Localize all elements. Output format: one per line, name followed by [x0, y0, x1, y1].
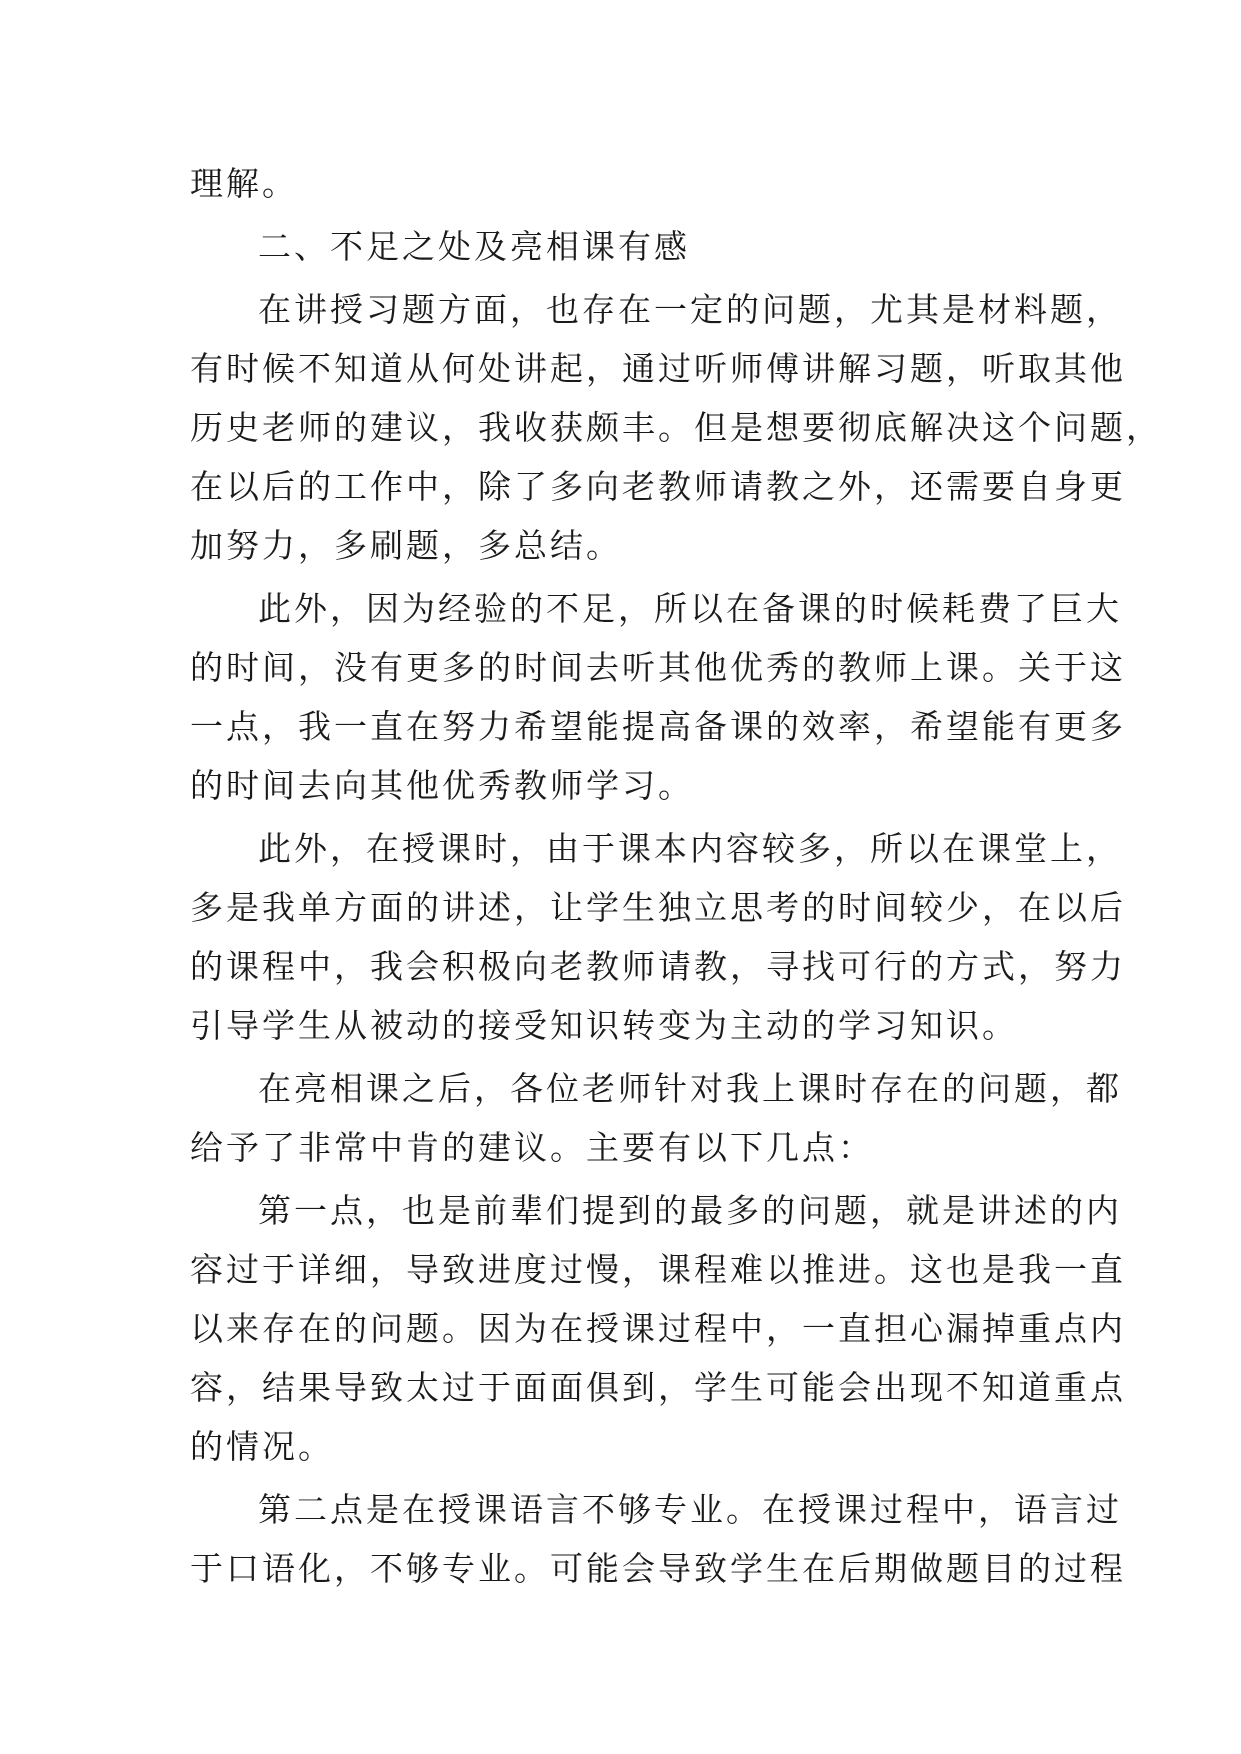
- text-line: 给予了非常中肯的建议。主要有以下几点：: [190, 1128, 874, 1167]
- text-line: 在讲授习题方面，也存在一定的问题，尤其是材料题，: [258, 290, 1122, 329]
- text-line: 第一点，也是前辈们提到的最多的问题，就是讲述的内: [258, 1191, 1122, 1230]
- text-line: 有时候不知道从何处讲起，通过听师傅讲解习题，听取其他: [190, 349, 1126, 388]
- text-line: 历史老师的建议，我收获颇丰。但是想要彻底解决这个问题，: [190, 408, 1162, 447]
- text-line: 二、不足之处及亮相课有感: [258, 227, 690, 266]
- text-line: 的课程中，我会积极向老教师请教，寻找可行的方式，努力: [190, 947, 1126, 986]
- text-line: 于口语化，不够专业。可能会导致学生在后期做题目的过程: [190, 1549, 1126, 1588]
- text-line: 理解。: [190, 164, 298, 203]
- text-line: 多是我单方面的讲述，让学生独立思考的时间较少，在以后: [190, 888, 1126, 927]
- text-line: 容，结果导致太过于面面俱到，学生可能会出现不知道重点: [190, 1368, 1126, 1407]
- text-line: 一点，我一直在努力希望能提高备课的效率，希望能有更多: [190, 707, 1126, 746]
- text-line: 此外，因为经验的不足，所以在备课的时候耗费了巨大: [258, 589, 1122, 628]
- text-line: 以来存在的问题。因为在授课过程中，一直担心漏掉重点内: [190, 1309, 1126, 1348]
- document-body: [190, 154, 1162, 1598]
- text-line: 的情况。: [190, 1427, 334, 1466]
- text-line: 此外，在授课时，由于课本内容较多，所以在课堂上，: [258, 829, 1122, 868]
- text-line: 的时间，没有更多的时间去听其他优秀的教师上课。关于这: [190, 648, 1126, 687]
- text-line: 的时间去向其他优秀教师学习。: [190, 766, 694, 805]
- text-line: 在亮相课之后，各位老师针对我上课时存在的问题，都: [258, 1069, 1122, 1108]
- text-line: 容过于详细，导致进度过慢，课程难以推进。这也是我一直: [190, 1250, 1126, 1289]
- text-line: 引导学生从被动的接受知识转变为主动的学习知识。: [190, 1006, 1018, 1045]
- text-line: 加努力，多刷题，多总结。: [190, 526, 622, 565]
- text-line: 第二点是在授课语言不够专业。在授课过程中，语言过: [258, 1490, 1122, 1529]
- text-line: 在以后的工作中，除了多向老教师请教之外，还需要自身更: [190, 467, 1126, 506]
